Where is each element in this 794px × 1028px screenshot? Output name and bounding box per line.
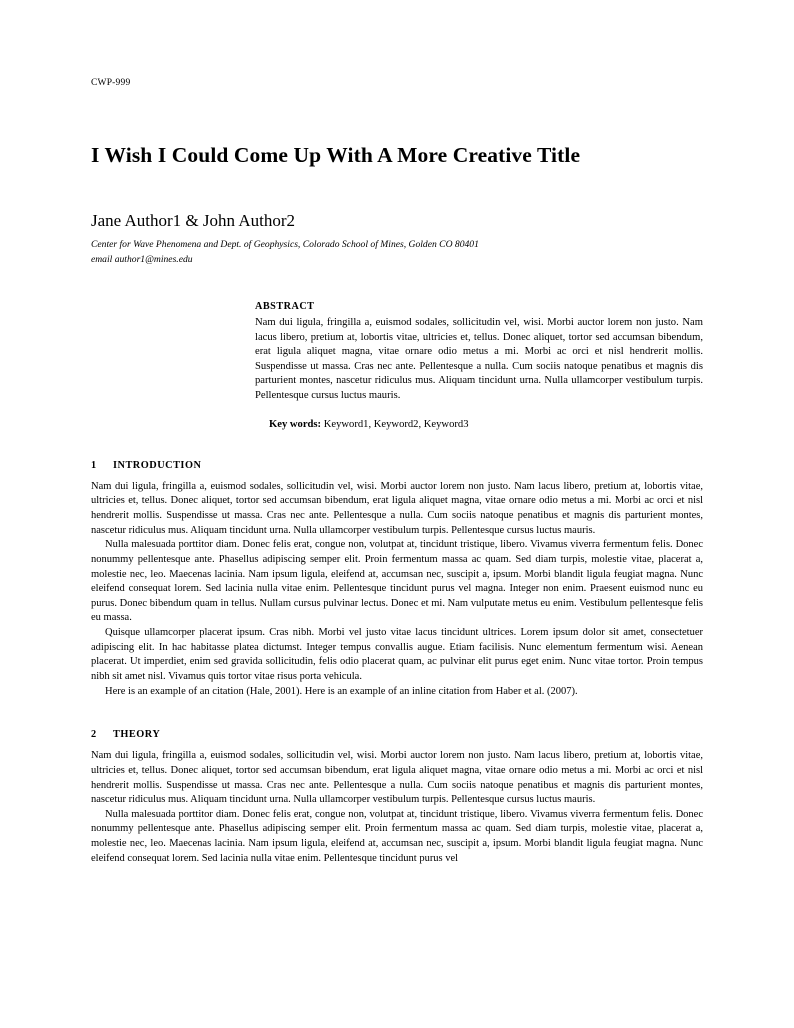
section-number: 1 [91, 459, 97, 471]
section-title: THEORY [113, 729, 161, 741]
abstract-text: Nam dui ligula, fringilla a, euismod sodales, sollicitudin vel, wisi. Morbi auctor lorem non justo. Nam lacus libero, pretium at, lobortis vitae, ultricies et, tellus. Donec aliquet, tortor sed accumsan bibendum, erat ligula aliquet magna, vitae ornare odio metus a mi. Morbi ac orci et nisl hendrerit mollis. Suspendisse ut massa. Cras nec ante. Pellentesque a nulla. Cum sociis natoque penatibus et magnis dis parturient montes, nascetur ridiculus mus. Aliquam tincidunt urna. Nulla ullamcorper vestibulum turpis. Pellentesque cursus luctus mauris. [255, 317, 703, 402]
keywords-label: Key words: [269, 418, 322, 430]
paragraph: Quisque ullamcorper placerat ipsum. Cras nibh. Morbi vel justo vitae lacus tincidunt ultrices. Lorem ipsum dolor sit amet, consectetuer adipiscing elit. In hac habitasse platea dictumst. Integer tempus convallis augue. Etiam facilisis. Nunc elementum fermentum wisi. Aenean placerat. Ut imperdiet, enim sed gravida sollicitudin, felis odio placerat quam, ac pulvinar elit purus eget enim. Nunc vitae tortor. Proin tempus nibh sit amet nisl. Vivamus quis tortor vitae risus porta vehicula. [91, 627, 703, 682]
section-heading-introduction [91, 460, 703, 471]
abstract-block [255, 301, 703, 430]
keywords-value: Keyword1, Keyword2, Keyword3 [323, 418, 469, 430]
page-title: I Wish I Could Come Up With A More Creative Title [91, 143, 581, 167]
section-introduction [91, 460, 703, 700]
paragraph: Nam dui ligula, fringilla a, euismod sodales, sollicitudin vel, wisi. Morbi auctor lorem non justo. Nam lacus libero, pretium at, lobortis vitae, ultricies et, tellus. Donec aliquet, tortor sed accumsan bibendum, erat ligula aliquet magna, vitae ornare odio metus a mi. Morbi ac orci et nisl hendrerit mollis. Suspendisse ut massa. Cras nec ante. Pellentesque a nulla. Cum sociis natoque penatibus et magnis dis parturient montes, nascetur ridiculus mus. Aliquam tincidunt urna. Nulla ullamcorper vestibulum turpis. Pellentesque cursus luctus mauris. [91, 750, 703, 806]
contact-email: email author1@mines.edu [91, 254, 193, 266]
report-id: CWP-999 [91, 78, 131, 88]
section-title: INTRODUCTION [113, 459, 202, 471]
paragraph: Here is an example of an citation (Hale, 2001). Here is an example of an inline citation from Haber et al. (2007). [105, 685, 578, 697]
paragraph: Nulla malesuada porttitor diam. Donec felis erat, congue non, volutpat at, tincidunt tristique, libero. Vivamus viverra fermentum felis. Donec nonummy pellentesque ante. Phasellus adipiscing semper elit. Proin fermentum massa ac quam. Sed diam turpis, molestie vitae, placerat a, molestie nec, leo. Maecenas lacinia. Nam ipsum ligula, eleifend at, accumsan nec, suscipit a, ipsum. Morbi blandit ligula feugiat magna. Nunc eleifend consequat lorem. Sed lacinia nulla vitae enim. Pellentesque tincidunt purus vel magna. Integer non enim. Praesent euismod nunc eu purus. Donec bibendum quam in tellus. Nullam cursus pulvinar lectus. Donec et mi. Nam vulputate metus eu enim. Vestibulum pellentesque felis eu massa. [91, 539, 703, 624]
section-theory [91, 729, 703, 866]
keywords [269, 419, 703, 430]
paragraph: Nulla malesuada porttitor diam. Donec felis erat, congue non, volutpat at, tincidunt tristique, libero. Vivamus viverra fermentum felis. Donec nonummy pellentesque ante. Phasellus adipiscing semper elit. Proin fermentum massa ac quam. Sed diam turpis, molestie vitae, placerat a, molestie nec, leo. Maecenas lacinia. Nam ipsum ligula, eleifend at, accumsan nec, suscipit a, ipsum. Morbi blandit ligula feugiat magna. Nunc eleifend consequat lorem. Sed lacinia nulla vitae enim. Pellentesque tincidunt purus vel [91, 808, 703, 864]
author-list: Jane Author1 & John Author2 [91, 210, 295, 230]
paragraph: Nam dui ligula, fringilla a, euismod sodales, sollicitudin vel, wisi. Morbi auctor lorem non justo. Nam lacus libero, pretium at, lobortis vitae, ultricies et, tellus. Donec aliquet, tortor sed accumsan bibendum, erat ligula aliquet magna, vitae ornare odio metus a mi. Morbi ac orci et nisl hendrerit mollis. Suspendisse ut massa. Cras nec ante. Pellentesque a nulla. Cum sociis natoque penatibus et magnis dis parturient montes, nascetur ridiculus mus. Aliquam tincidunt urna. Nulla ullamcorper vestibulum turpis. Pellentesque cursus luctus mauris. [91, 480, 703, 536]
section-number: 2 [91, 729, 97, 741]
abstract-heading: ABSTRACT [255, 301, 315, 312]
paper-content [91, 78, 703, 866]
affiliation: Center for Wave Phenomena and Dept. of Geophysics, Colorado School of Mines, Golden CO 80401 [91, 239, 479, 251]
section-heading-theory [91, 729, 703, 740]
